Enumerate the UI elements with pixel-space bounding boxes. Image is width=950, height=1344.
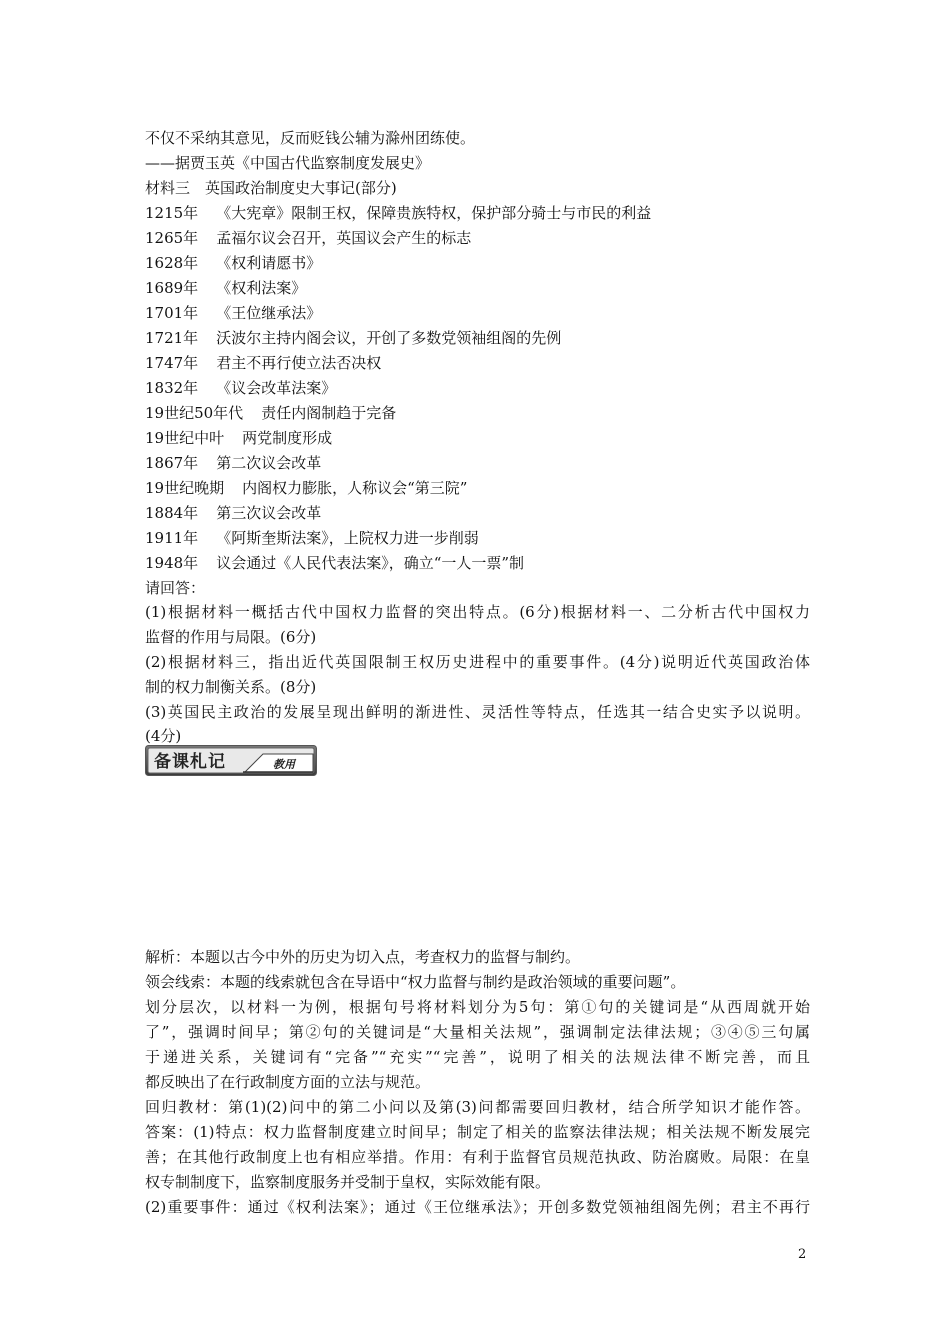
timeline-year: 19世纪50年代: [145, 404, 244, 422]
timeline-event: 《议会改革法案》: [216, 379, 337, 397]
analysis-line: 解析：本题以古今中外的历史为切入点，考查权力的监督与制约。: [145, 948, 581, 966]
timeline-year: 1747年: [145, 354, 199, 372]
timeline-year: 1832年: [145, 379, 199, 397]
answer-line: 权专制制度下，监察制度服务并受制于皇权，实际效能有限。: [145, 1173, 551, 1191]
timeline-year: 1701年: [145, 304, 199, 322]
analysis-line: 回归教材：第(1)(2)问中的第二小问以及第(3)问都需要回归教材，结合所学知识才能作答。: [145, 1098, 810, 1116]
timeline-event: 两党制度形成: [242, 429, 333, 447]
timeline-event: 孟福尔议会召开，英国议会产生的标志: [216, 229, 472, 247]
timeline-year: 1884年: [145, 504, 199, 522]
timeline-year: 1867年: [145, 454, 199, 472]
timeline-year: 1215年: [145, 204, 199, 222]
timeline-item: [145, 401, 810, 426]
text-line: 不仅不采纳其意见，反而贬钱公辅为滁州团练使。: [145, 129, 476, 147]
banner-graphic: [145, 745, 317, 776]
timeline-year: 1265年: [145, 229, 199, 247]
timeline-event: 内阁权力膨胀，人称议会“第三院”: [242, 479, 468, 497]
timeline-item: [145, 501, 810, 526]
lesson-notes-banner: [145, 745, 317, 776]
answer-line: (2)重要事件：通过《权利法案》；通过《王位继承法》；开创多数党领袖组阁先例；君主不再行: [145, 1198, 810, 1216]
timeline-item: [145, 326, 810, 351]
timeline-year: 1689年: [145, 279, 199, 297]
timeline-item: [145, 426, 810, 451]
timeline-event: 《权利法案》: [216, 279, 307, 297]
material3-title: 材料三 英国政治制度史大事记(部分): [145, 179, 397, 197]
timeline-item: [145, 476, 810, 501]
question-2-line: 制的权力制衡关系。(8分): [145, 678, 317, 696]
timeline-item: [145, 226, 810, 251]
question-1-line: 监督的作用与局限。(6分): [145, 628, 317, 646]
answer-line: 答案：(1)特点：权力监督制度建立时间早；制定了相关的监察法律法规；相关法规不断发展完: [145, 1123, 810, 1141]
answer-line: 善；在其他行政制度上也有相应举措。作用：有利于监督官员规范执政、防治腐败。局限：在皇: [145, 1148, 810, 1166]
banner-title: 备课札记: [154, 752, 226, 772]
timeline-year: 1628年: [145, 254, 199, 272]
timeline-event: 《权利请愿书》: [216, 254, 322, 272]
analysis-line: 领会线索：本题的线索就包含在导语中“权力监督与制约是政治领域的重要问题”。: [145, 973, 686, 991]
timeline-event: 责任内阁制趋于完备: [261, 404, 397, 422]
timeline-year: 19世纪中叶: [145, 429, 225, 447]
timeline-item: [145, 301, 810, 326]
timeline-year: 1911年: [145, 529, 199, 547]
timeline-year: 1721年: [145, 329, 199, 347]
timeline-item: [145, 526, 810, 551]
question-3-line: (3)英国民主政治的发展呈现出鲜明的渐进性、灵活性等特点，任选其一结合史实予以说明。: [145, 703, 810, 721]
timeline-item: [145, 251, 810, 276]
timeline-item: [145, 376, 810, 401]
questions-prompt: 请回答：: [145, 579, 206, 597]
analysis-line: 都反映出了在行政制度方面的立法与规范。: [145, 1073, 431, 1091]
source-citation: ——据贾玉英《中国古代监察制度发展史》: [145, 154, 431, 172]
question-2-line: (2)根据材料三，指出近代英国限制王权历史进程中的重要事件。(4分)说明近代英国政治体: [145, 653, 810, 671]
timeline-event: 第三次议会改革: [216, 504, 322, 522]
timeline-item: [145, 201, 810, 226]
analysis-line: 于递进关系，关键词有“完备”“充实”“完善”，说明了相关的法规法律不断完善，而且: [145, 1048, 810, 1066]
timeline-year: 19世纪晚期: [145, 479, 225, 497]
timeline-item: [145, 351, 810, 376]
analysis-line: 划分层次，以材料一为例，根据句号将材料划分为5句：第①句的关键词是“从西周就开始: [145, 998, 810, 1016]
timeline-event: 《王位继承法》: [216, 304, 322, 322]
timeline-event: 议会通过《人民代表法案》，确立“一人一票”制: [216, 554, 525, 572]
timeline-event: 《大宪章》限制王权，保障贵族特权，保护部分骑士与市民的利益: [216, 204, 652, 222]
question-1-line: (1)根据材料一概括古代中国权力监督的突出特点。(6分)根据材料一、二分析古代中国权力: [145, 603, 810, 621]
timeline-event: 第二次议会改革: [216, 454, 322, 472]
timeline-year: 1948年: [145, 554, 199, 572]
timeline-item: [145, 451, 810, 476]
banner-tag: 教用: [273, 758, 295, 771]
timeline-event: 《阿斯奎斯法案》，上院权力进一步削弱: [216, 529, 479, 547]
timeline-event: 沃波尔主持内阁会议，开创了多数党领袖组阁的先例: [216, 329, 562, 347]
analysis-line: 了”，强调时间早；第②句的关键词是“大量相关法规”，强调制定法律法规；③④⑤三句属: [145, 1023, 810, 1041]
page-number: 2: [798, 1247, 807, 1262]
timeline-item: [145, 276, 810, 301]
timeline-event: 君主不再行使立法否决权: [216, 354, 382, 372]
timeline-item: [145, 551, 810, 576]
question-3-line: (4分): [145, 727, 182, 745]
